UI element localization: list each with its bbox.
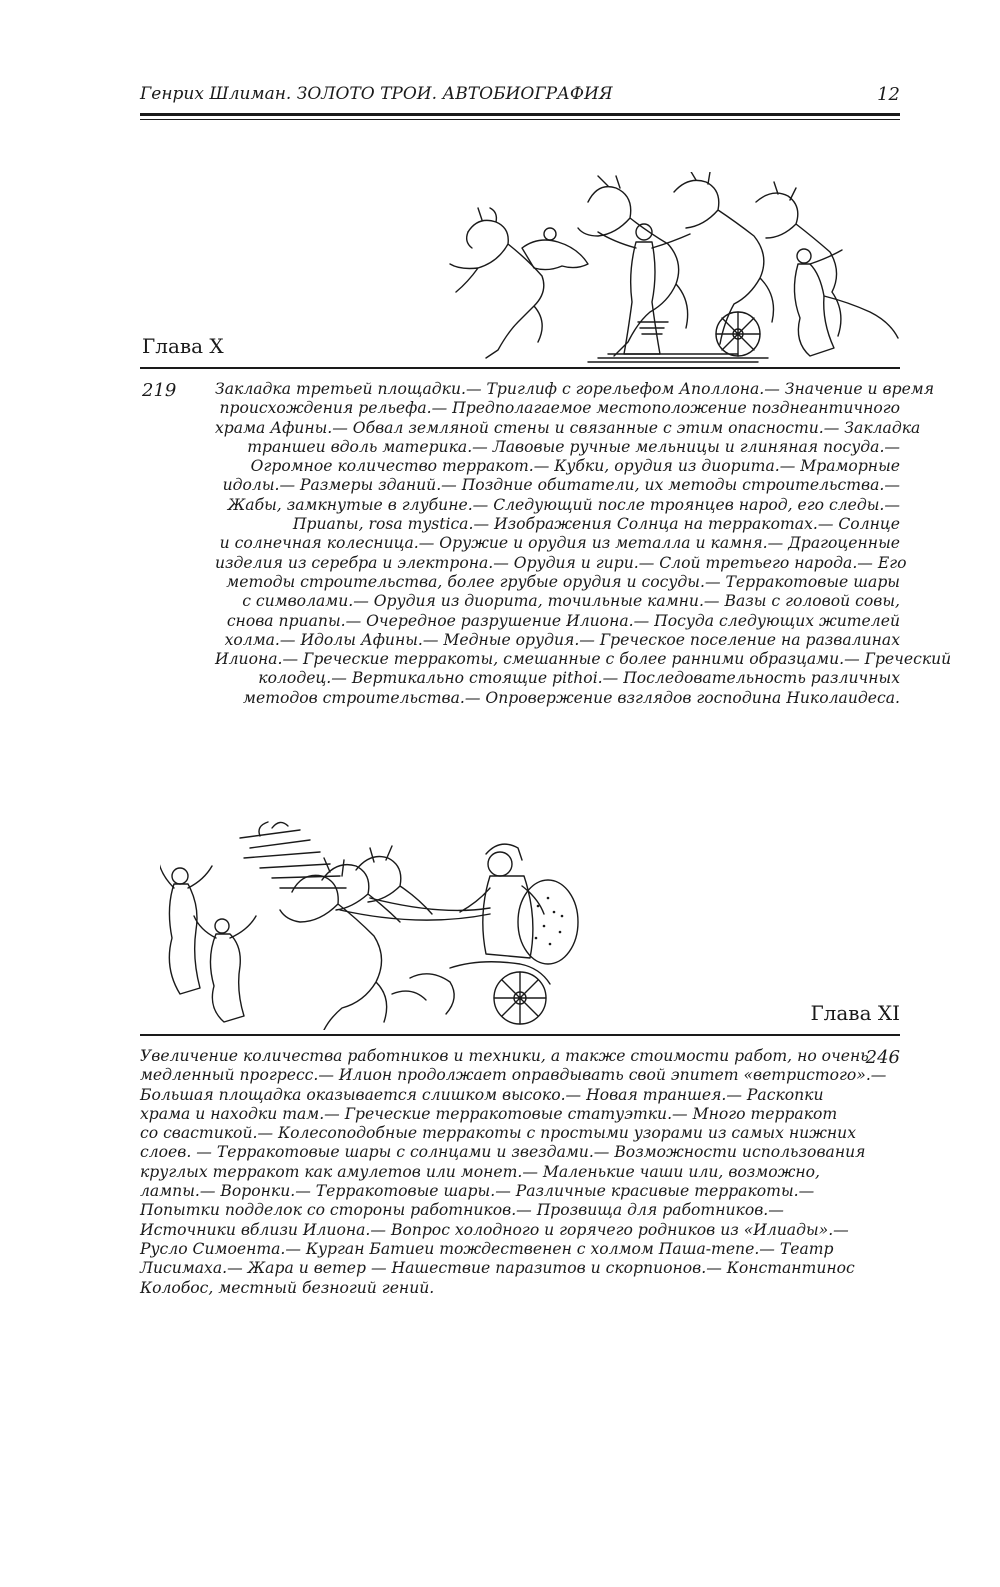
summary-line: Русло Симоента.— Курган Батиеи тождественен с холмом Паша-тепе.— Театр (140, 1239, 834, 1258)
summary-line: Увеличение количества работников и техники, а также стоимости работ, но очень (140, 1047, 869, 1065)
summary-line: снова приапы.— Очередное разрушение Илиона.— Посуда следующих жителей (226, 611, 900, 630)
summary-line: Лисимаха.— Жара и ветер — Нашествие паразитов и скорпионов.— Константинос (140, 1259, 855, 1278)
summary-line: изделия из серебра и электрона.— Орудия и гири.— Слой третьего народа.— Его (215, 553, 907, 572)
header-rule-thick (140, 113, 900, 116)
running-header (140, 84, 900, 114)
chapter-x-page: 219 (142, 380, 177, 401)
summary-line: Илиона.— Греческие терракоты, смешанные с более ранними образцами.— Греческий (215, 650, 952, 669)
summary-line: Большая площадка оказывается слишком высоко.— Новая траншея.— Раскопки (140, 1085, 824, 1104)
chariot-horses-engraving-icon (438, 172, 900, 368)
book-title: Генрих Шлиман. ЗОЛОТО ТРОИ. АВТОБИОГРАФИЯ (140, 84, 613, 104)
summary-line: методы строительства, более грубые орудия и сосуды.— Терракотовые шары (226, 572, 900, 591)
summary-line: лампы.— Воронки.— Терракотовые шары.— Различные красивые терракоты.— (140, 1182, 815, 1201)
summary-line: идолы.— Размеры зданий.— Поздние обитатели, их методы строительства.— (222, 476, 900, 495)
summary-line: со свастикой.— Колесоподобные терракоты с простыми узорами из самых нижних (140, 1124, 856, 1143)
summary-line: храма Афины.— Обвал земляной стены и связанные с этим опасности.— Закладка (215, 418, 921, 437)
summary-line: Попытки подделок со стороны работников.— Прозвища для работников.— (140, 1201, 784, 1220)
summary-line: холма.— Идолы Афины.— Медные орудия.— Греческое поселение на развалинах (224, 630, 900, 649)
summary-line: медленный прогресс.— Илион продолжает оправдывать свой эпитет «ветристого».— (140, 1066, 887, 1085)
summary-line: Огромное количество терракот.— Кубки, орудия из диорита.— Мраморные (250, 457, 900, 476)
summary-line: Источники вблизи Илиона.— Вопрос холодного и горячего родников из «Илиады».— (140, 1220, 849, 1239)
summary-line: методов строительства.— Опровержение взглядов господина Николаидеса. (243, 688, 900, 707)
summary-line: круглых терракот как амулетов или монет.— Маленькие чаши или, возможно, (140, 1162, 820, 1181)
summary-line: и солнечная колесница.— Оружие и орудия из металла и камня.— Драгоценные (219, 534, 900, 553)
summary-line: колодец.— Вертикально стоящие pithoi.— Последовательность различных (258, 669, 900, 688)
chapter-x-title: Глава X (142, 334, 224, 358)
summary-line: Жабы, замкнутые в глубине.— Следующий после троянцев народ, его следы.— (227, 495, 900, 514)
chapter-x-rule (140, 367, 900, 369)
athena-chariot-engraving-icon (160, 818, 600, 1030)
page-number: 12 (877, 84, 900, 105)
header-rule-thin (140, 119, 900, 120)
summary-line: Закладка третьей площадки.— Триглиф с горельефом Аполлона.— Значение и время (215, 380, 935, 398)
summary-line: с символами.— Орудия из диорита, точильные камни.— Вазы с головой совы, (242, 592, 900, 611)
summary-line: траншеи вдоль материка.— Лавовые ручные мельницы и глиняная посуда.— (247, 437, 900, 456)
chapter-x-summary (215, 380, 952, 708)
chapter-xi-title: Глава XI (810, 1001, 900, 1025)
summary-line: происхождения рельефа.— Предполагаемое местоположение позднеантичного (219, 399, 900, 418)
chapter-xi-page: 246 (865, 1047, 900, 1068)
summary-line: храма и находки там.— Греческие терракотовые статуэтки.— Много терракот (140, 1104, 838, 1123)
chapter-xi-rule (140, 1034, 900, 1036)
summary-line: Приапы, rosa mystica.— Изображения Солнца на терракотах.— Солнце (292, 515, 900, 534)
summary-line: Колобос, местный безногий гений. (140, 1278, 435, 1297)
summary-line: слоев. — Терракотовые шары с солнцами и звездами.— Возможности использования (140, 1143, 866, 1162)
